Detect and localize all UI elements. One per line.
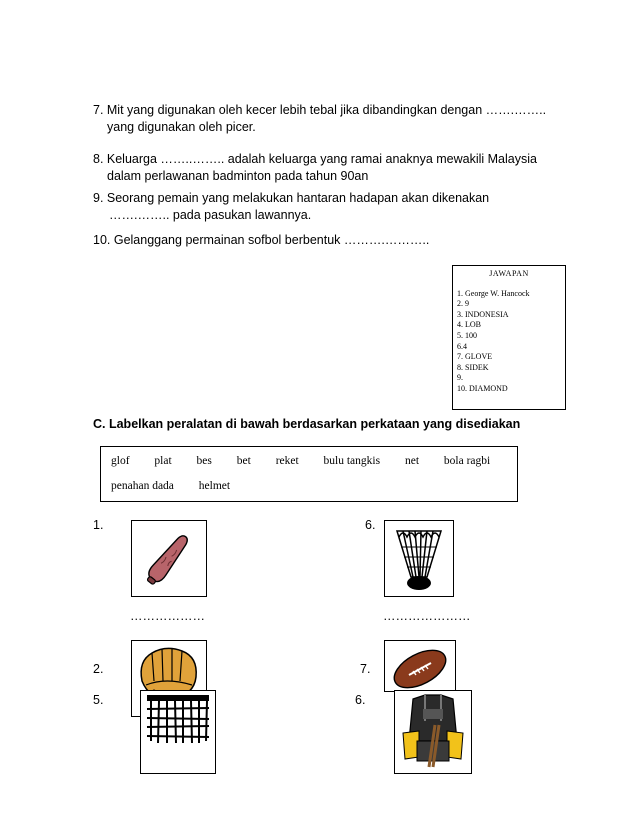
rugby-ball-icon <box>385 641 455 691</box>
question-9 <box>93 190 573 224</box>
question-7 <box>93 102 573 136</box>
question-10-line1: 10. Gelanggang permainan sofbol berbentuk ……….……….. <box>93 233 430 247</box>
answer-item: 2. 9 <box>457 299 469 309</box>
question-7-line2: yang digunakan oleh picer. <box>107 120 256 134</box>
word-bank <box>100 446 518 502</box>
question-9-line1: 9. Seorang pemain yang melakukan hantaran hadapan akan dikenakan <box>93 191 490 205</box>
question-8 <box>93 151 573 185</box>
answer-item: 3. INDONESIA <box>457 309 509 319</box>
word-item: reket <box>275 455 299 467</box>
item-number-1: 1. <box>93 518 104 532</box>
word-item: bet <box>236 455 251 467</box>
bat-icon <box>132 521 206 596</box>
item-number-2: 2. <box>93 662 104 676</box>
answer-key-box <box>452 265 566 410</box>
item-number-7: 7. <box>360 662 371 676</box>
answer-line-6: ………………… <box>383 609 471 623</box>
word-item: plat <box>154 455 172 467</box>
question-8-line1: 8. Keluarga ……..…….. adalah keluarga yang ramai anaknya mewakili Malaysia <box>93 152 537 166</box>
shuttlecock-picture <box>384 520 454 597</box>
answer-item: 9. <box>457 373 463 383</box>
answer-item: 8. SIDEK <box>457 362 489 372</box>
word-item: bola ragbi <box>443 455 491 467</box>
section-c-heading: C. Labelkan peralatan di bawah berdasarkan perkataan yang disediakan <box>93 417 521 431</box>
word-item: bulu tangkis <box>323 455 381 467</box>
answer-item: 5. 100 <box>457 330 477 340</box>
question-9-line2: …….…….. pada pasukan lawannya. <box>109 208 312 222</box>
word-item: penahan dada <box>111 480 174 492</box>
item-number-6: 6. <box>365 518 376 532</box>
answer-item: 7. GLOVE <box>457 352 493 362</box>
word-bank-row-1 <box>111 455 512 467</box>
question-7-line1: 7. Mit yang digunakan oleh kecer lebih tebal jika dibandingkan dengan …….…….. <box>93 103 547 117</box>
word-bank-row-2 <box>111 480 252 492</box>
answer-line-1: ……………… <box>130 609 205 623</box>
answer-item: 6.4 <box>457 341 467 351</box>
answer-item: 10. DIAMOND <box>457 383 508 393</box>
word-item: bes <box>196 455 212 467</box>
word-item: helmet <box>198 480 231 492</box>
item-number-6b: 6. <box>355 693 366 707</box>
item-number-5: 5. <box>93 693 104 707</box>
bat-picture <box>131 520 207 597</box>
word-item: glof <box>111 455 130 467</box>
answer-item: 4. LOB <box>457 320 481 330</box>
chest-protector-picture <box>394 690 472 774</box>
question-10 <box>93 232 573 249</box>
answer-item: 1. George W. Hancock <box>457 288 530 298</box>
word-item: net <box>404 455 420 467</box>
chest-protector-icon <box>395 691 471 773</box>
rugby-ball-picture <box>384 640 456 692</box>
shuttlecock-icon <box>385 521 453 596</box>
net-picture <box>140 690 216 774</box>
question-8-line2: dalam perlawanan badminton pada tahun 90an <box>107 169 369 183</box>
answer-key-title: JAWAPAN <box>489 269 529 278</box>
net-icon <box>141 691 215 773</box>
